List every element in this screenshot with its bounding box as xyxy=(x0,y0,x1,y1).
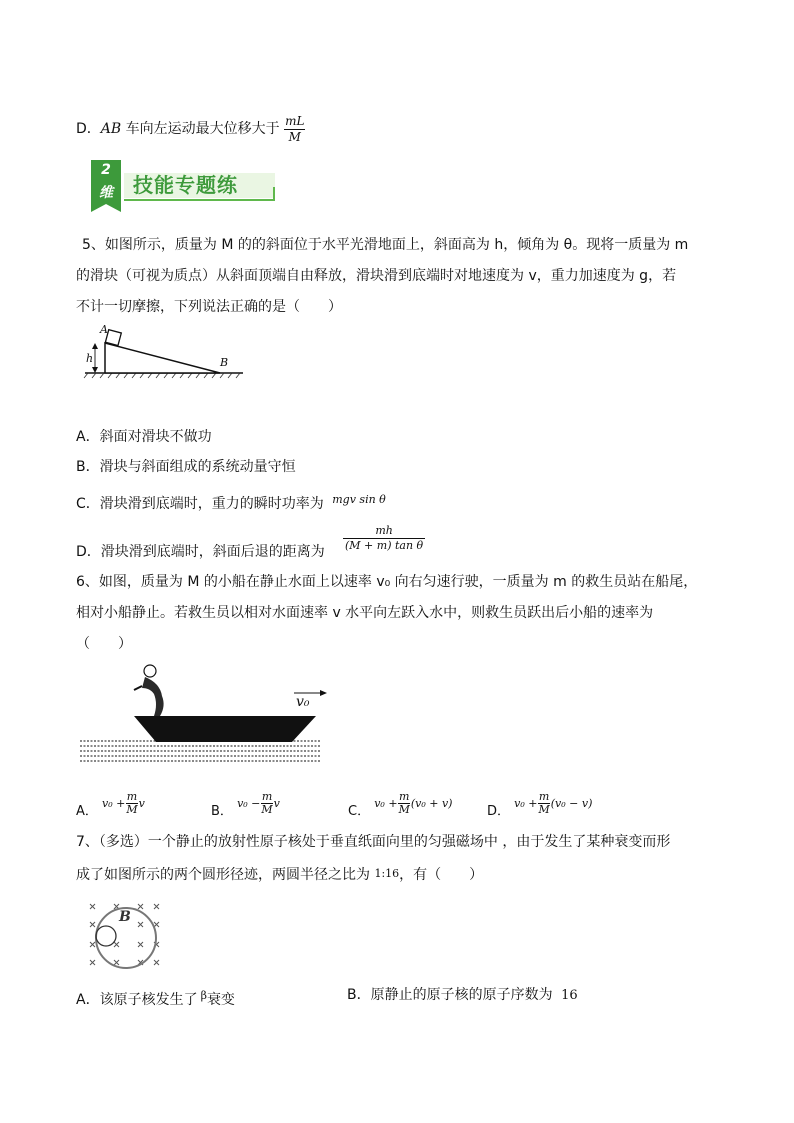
q5-stem: 5、如图所示，质量为 M 的的斜面位于水平光滑地面上，斜面高为 h，倾角为 θ。现将一质量为 m 的滑块（可视为质点）从斜面顶端自由释放，滑块滑到底端时对地速度为 v，重力加速度为 g，若 不计一切摩擦，下列说法正确的是（ ） xyxy=(76,237,689,315)
q6-option-c: C． v₀ + $\frac{m}{M}$ (v₀ + v) xyxy=(348,790,453,819)
badge-number: 2 xyxy=(101,162,111,178)
q6-stem: 6、如图，质量为 M 的小船在静止水面上以速率 v₀ 向右匀速行驶，一质量为 m 的救生员站在船尾， 相对小船静止。若救生员以相对水面速率 v 水平向左跃入水中，则救生员跃出后小船的速率为 （ ） xyxy=(76,574,698,652)
q7-option-a: A．该原子核发生了 $^\beta$衰变 xyxy=(76,989,235,1008)
q6-option-d: D． v₀ + $\frac{m}{M}$ (v₀ − v) xyxy=(487,790,593,819)
q5-option-d: D．滑块滑到底端时，斜面后退的距离为 xyxy=(76,544,325,560)
fig-label-h: h xyxy=(86,352,94,365)
badge-char: 维 xyxy=(99,185,113,201)
fig-label-b-field: B xyxy=(119,909,131,925)
q7-option-b: B．原静止的原子核的原子序数为 16 xyxy=(347,987,578,1003)
q4-option-d-fraction: $\frac{mL}{M}$ xyxy=(285,114,305,144)
section-banner xyxy=(91,160,281,212)
q6-boat-figure xyxy=(78,660,328,772)
q5-incline-figure xyxy=(80,325,250,410)
fig-label-v0: v₀ xyxy=(296,694,310,710)
q6-option-b: B． v₀ − $\frac{m}{M}$ v xyxy=(211,790,280,819)
q4-option-d: D．AB 车向左运动最大位移大于 $\frac{mL}{M}$ xyxy=(76,114,305,144)
q7-track-figure xyxy=(84,898,166,976)
q5-option-c: C．滑块滑到底端时，重力的瞬时功率为 $^{mgv sin \theta}$ xyxy=(76,493,386,512)
fig-label-b: B xyxy=(220,356,229,369)
banner-title: 技能专题练 xyxy=(133,173,238,197)
q6-option-a: A． v₀ + $\frac{m}{M}$ v xyxy=(76,790,145,819)
q5-option-b: B．滑块与斜面组成的系统动量守恒 xyxy=(76,459,296,475)
q5-option-d-fraction: mh (M + m) tan θ xyxy=(345,524,424,552)
q7-stem: 7、（多选）一个静止的放射性原子核处于垂直纸面向里的匀强磁场中 ，由于发生了某种衰变而形 成了如图所示的两个圆形径迹，两圆半径之比为 1:16，有（ ） xyxy=(76,834,671,883)
q5-option-a: A．斜面对滑块不做功 xyxy=(76,429,212,445)
fig-label-a: A xyxy=(100,323,108,336)
